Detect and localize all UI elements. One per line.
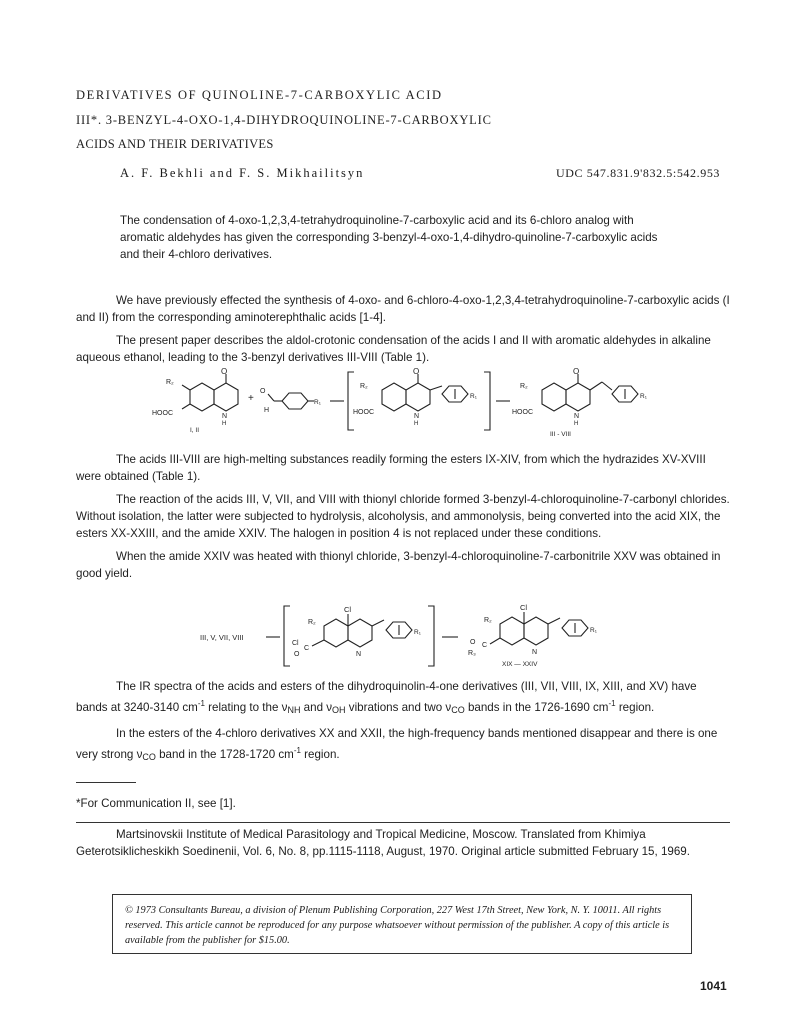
p6-sub-nh: NH — [287, 705, 301, 715]
copyright-notice: © 1973 Consultants Bureau, a division of Plenum Publishing Corporation, 227 West 17th Street, New York, N. Y. 10011. All rights reserved. This article cannot be reproduced for any purpose whatsoever without permission of the publisher. A copy of this article is available from the publisher for $15.00. — [112, 894, 692, 954]
p6-text-a: The IR spectra of the acids and esters of the dihydroquinolin-4-one derivatives (III, VII, VIII, IX, XIII, and XV) have bands at 3240-3140 cm — [76, 680, 697, 714]
p6-sup-2: -1 — [608, 699, 616, 708]
scheme2-n-label-1: N — [356, 651, 362, 658]
affiliation-rule — [76, 822, 730, 823]
p7-sub-co: CO — [142, 752, 156, 762]
p6-text-c: and ν — [300, 701, 333, 714]
scheme1-reactant-structure — [152, 368, 238, 434]
reaction-scheme-1 — [150, 368, 710, 442]
scheme1-hooc-label-1: HOOC — [152, 410, 173, 417]
scheme1-n-label-3: N — [574, 413, 580, 420]
scheme1-r1-label-3: R₁ — [640, 393, 647, 400]
scheme1-o-label-4: O — [573, 368, 580, 376]
p6-text-d: vibrations and two ν — [345, 701, 452, 714]
authors: A. F. Bekhli and F. S. Mikhailitsyn — [120, 166, 365, 180]
scheme1-aldehyde-structure — [260, 388, 322, 414]
scheme2-o-label-1: O — [294, 651, 300, 658]
scheme1-h-label-3: H — [414, 421, 419, 427]
scheme1-n-label-2: N — [414, 413, 420, 420]
scheme2-r2-label-1: R₂ — [308, 619, 316, 626]
scheme2-intermediate-structure — [284, 605, 434, 666]
scheme1-h-label-1: H — [222, 421, 227, 427]
scheme1-r2-label-2: R₂ — [360, 383, 368, 390]
scheme2-cl-label-2: Cl — [292, 640, 299, 647]
scheme1-r2-label-1: R₂ — [166, 379, 174, 386]
scheme2-r1-label-1: R₁ — [414, 629, 421, 636]
abstract: The condensation of 4-oxo-1,2,3,4-tetrahydroquinoline-7-carboxylic acid and its 6-chloro analog with aromatic aldehydes has given the corresponding 3-benzyl-4-oxo-1,4-dihydro-quinoline-7-carboxylic acids and their 4-chloro derivatives. — [120, 214, 658, 261]
scheme1-h-label-4: H — [574, 421, 579, 427]
p7-text-c: region. — [300, 748, 340, 761]
scheme2-r3-label: R₃ — [468, 650, 476, 657]
affiliation: Martsinovskii Institute of Medical Parasitology and Tropical Medicine, Moscow. Translated from Khimiya Geterotsiklicheskikh Soedinenii, Vol. 6, No. 8, pp.1115-1118, August, 1970. Original article submitted February 15, 1969. — [76, 828, 690, 858]
scheme2-c-label-1: C — [304, 645, 310, 652]
p7-text-b: band in the 1728-1720 cm — [155, 748, 294, 761]
paragraph-6 — [76, 678, 730, 719]
scheme1-hooc-label-2: HOOC — [353, 409, 374, 416]
footnote-rule — [76, 782, 136, 783]
paragraph-1: We have previously effected the synthesis of 4-oxo- and 6-chloro-4-oxo-1,2,3,4-tetrahydroquinoline-7-carboxylic acids (I and II) from the corresponding aminoterephthalic acids [1-4]. — [76, 294, 730, 324]
paragraph-2: The present paper describes the aldol-crotonic condensation of the acids I and II with aromatic aldehydes in alkaline aqueous ethanol, leading to the 3-benzyl derivatives III-VIII (Table 1). — [76, 334, 711, 364]
scheme2-r1-label-2: R₁ — [590, 627, 597, 634]
paper-title-line-3: ACIDS AND THEIR DERIVATIVES — [76, 137, 274, 151]
scheme1-o-label-3: O — [413, 368, 420, 376]
scheme1-r2-label-3: R₂ — [520, 383, 528, 390]
scheme2-o-label-2: O — [470, 639, 476, 646]
p6-sub-oh: OH — [332, 705, 346, 715]
p7-text-a: In the esters of the 4-chloro derivatives XX and XXII, the high-frequency bands mentioned disappear and there is one very strong ν — [76, 727, 718, 761]
scheme2-product-structure — [468, 603, 598, 668]
p6-sub-co: CO — [451, 705, 465, 715]
p6-text-e: bands in the 1726-1690 cm — [464, 701, 609, 714]
paragraph-3: The acids III-VIII are high-melting substances readily forming the esters IX-XIV, from which the hydrazides XV-XVIII were obtained (Table 1). — [76, 453, 706, 483]
scheme1-plus: + — [248, 393, 254, 404]
paragraph-7 — [76, 725, 730, 766]
paragraph-4: The reaction of the acids III, V, VII, and VIII with thionyl chloride formed 3-benzyl-4-chloroquinoline-7-carbonyl chlorides. Without isolation, the latter were subjected to hydrolysis, alcoholysis, and ammonolysis, being converted into the acid XIX, the esters XX-XXIII, and the amide XXIV. The halogen in position 4 is not replaced under these conditions. — [76, 493, 730, 540]
udc-code: UDC 547.831.9'832.5:542.953 — [556, 166, 721, 180]
scheme1-o-label-1: O — [221, 368, 228, 376]
scheme1-h-label-2: H — [264, 407, 270, 414]
scheme2-n-label-2: N — [532, 649, 538, 656]
paper-title-line-1: DERIVATIVES OF QUINOLINE-7-CARBOXYLIC ACID — [76, 88, 443, 102]
body-section-3 — [76, 678, 730, 766]
scheme1-hooc-label-3: HOOC — [512, 409, 533, 416]
p6-text-b: relating to the ν — [204, 701, 288, 714]
scheme2-cl-label-1: Cl — [344, 605, 352, 614]
scheme1-label-left: I, II — [190, 427, 200, 434]
scheme2-start-label: III, V, VII, VIII — [200, 633, 244, 642]
scheme1-r1-label-2: R₁ — [470, 393, 477, 400]
paragraph-5: When the amide XXIV was heated with thionyl chloride, 3-benzyl-4-chloroquinoline-7-carbonitrile XXV was obtained in good yield. — [76, 550, 721, 580]
scheme1-n-label-1: N — [222, 413, 228, 420]
scheme1-product-structure — [512, 368, 648, 438]
body-section-2 — [76, 451, 730, 582]
p6-sup-1: -1 — [197, 699, 205, 708]
scheme2-label-right: XIX — XXIV — [502, 661, 538, 668]
scheme2-r2-label-2: R₂ — [484, 617, 492, 624]
page-number: 1041 — [700, 979, 727, 993]
scheme1-label-right: III - VIII — [550, 431, 571, 438]
p6-text-f: region. — [615, 701, 655, 714]
scheme1-intermediate-structure — [348, 368, 490, 430]
scheme1-r1-label-1: R₁ — [314, 399, 321, 406]
paper-title-line-2: III*. 3-BENZYL-4-OXO-1,4-DIHYDROQUINOLINE-7-CARBOXYLIC — [76, 113, 492, 127]
body-section-1 — [76, 292, 730, 366]
footnote: *For Communication II, see [1]. — [76, 797, 236, 810]
scheme2-cl-label-3: Cl — [520, 603, 528, 612]
reaction-scheme-2 — [200, 600, 620, 672]
p7-sup-1: -1 — [293, 746, 301, 755]
scheme1-o-label-2: O — [260, 388, 266, 395]
scheme2-c-label-2: C — [482, 642, 488, 649]
